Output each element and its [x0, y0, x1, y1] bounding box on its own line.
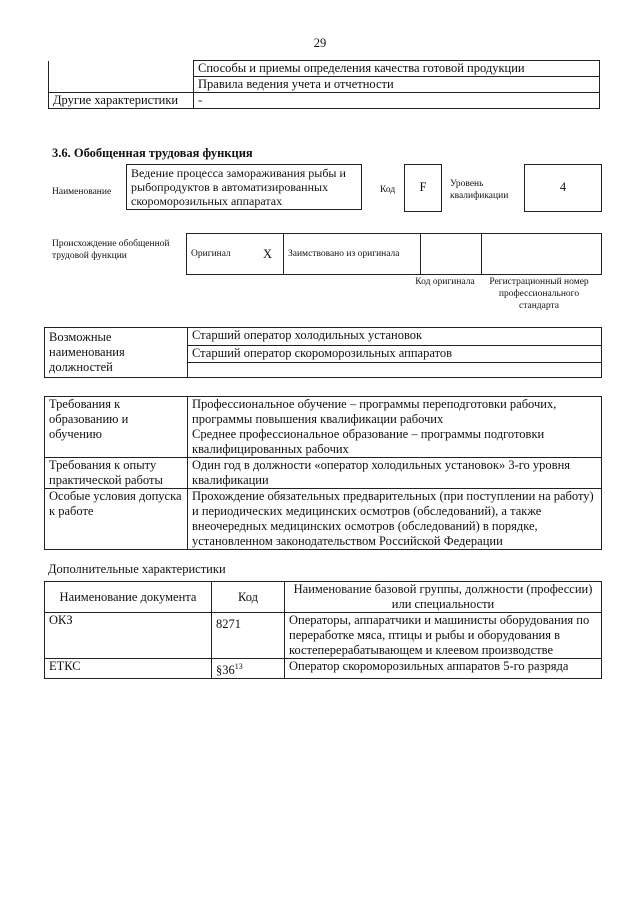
- table-header-row: [45, 582, 602, 613]
- position-item: Старший оператор скороморозильных аппаратов: [188, 345, 602, 363]
- table-row: [49, 93, 600, 109]
- table-row: [49, 61, 600, 77]
- doc-cell: ОКЗ: [45, 613, 212, 659]
- name-cell: Операторы, аппаратчики и машинисты оборудования по переработке мяса, птицы и рыбы и оборудования в костеперерабатывающем и клеевом производстве: [285, 613, 602, 659]
- table-cell: -: [194, 93, 600, 109]
- top-table: [48, 60, 600, 109]
- name-cell: Оператор скороморозильных аппаратов 5-го разряда: [285, 659, 602, 679]
- positions-table: [44, 327, 602, 378]
- table-row: [45, 328, 602, 346]
- doc-cell: ЕТКС: [45, 659, 212, 679]
- original-label: Оригинал: [187, 234, 260, 275]
- requirement-label: Особые условия допуска к работе: [45, 489, 188, 550]
- column-header: Наименование документа: [45, 582, 212, 613]
- code-caption: Код оригинала: [415, 277, 475, 287]
- requirement-label: Требования к образованию и обучению: [45, 397, 188, 458]
- positions-label: Возможные наименования должностей: [45, 328, 188, 378]
- table-row: [45, 397, 602, 458]
- borrowed-label: Заимствовано из оригинала: [284, 234, 421, 275]
- requirements-table: [44, 396, 602, 550]
- page-number: 29: [313, 36, 327, 50]
- table-cell: [49, 77, 194, 93]
- table-cell: Способы и приемы определения качества готовой продукции: [194, 61, 600, 77]
- code-superscript: 13: [234, 662, 243, 671]
- name-label: Наименование: [52, 187, 112, 197]
- table-row: [45, 489, 602, 550]
- code-cell: [212, 659, 285, 679]
- table-cell: Другие характеристики: [49, 93, 194, 109]
- level-label-2: квалификации: [450, 191, 509, 201]
- code-text: §36: [216, 663, 235, 678]
- original-code-cell: [421, 234, 482, 275]
- level-value: 4: [524, 164, 602, 212]
- code-text: 8271: [216, 617, 241, 632]
- code-label: Код: [380, 185, 396, 195]
- table-row: [49, 77, 600, 93]
- requirement-line: Прохождение обязательных предварительных (при поступлении на работу) и периодических медицинских осмотров (обследований), а также внеочередных медицинских осмотров (обследований) в порядке, установленном законодательством Российской Федерации: [188, 489, 602, 550]
- origin-label: Происхождение обобщенной трудовой функции: [52, 239, 170, 261]
- additional-table: [44, 581, 602, 679]
- original-mark: X: [259, 234, 284, 275]
- origin-table: [186, 233, 602, 275]
- requirement-line: Профессиональное обучение – программы переподготовки рабочих, программы повышения квалификации рабочих: [192, 397, 557, 426]
- level-label-1: Уровень: [450, 179, 484, 189]
- table-cell: [49, 61, 194, 77]
- code-cell: [212, 613, 285, 659]
- reg-caption: Регистрационный номер профессионального стандарта: [489, 277, 589, 311]
- table-row: [45, 613, 602, 659]
- additional-title: Дополнительные характеристики: [48, 562, 226, 576]
- requirement-line: Один год в должности «оператор холодильных установок» 3-го уровня квалификации: [188, 458, 602, 489]
- table-row: [45, 659, 602, 679]
- table-row: [45, 458, 602, 489]
- column-header: Наименование базовой группы, должности (профессии) или специальности: [285, 582, 602, 613]
- reg-number-cell: [482, 234, 602, 275]
- name-value: Ведение процесса замораживания рыбы и рыбопродуктов в автоматизированных скороморозильных аппаратах: [126, 164, 362, 210]
- section-title: 3.6. Обобщенная трудовая функция: [52, 146, 253, 160]
- requirement-line: Среднее профессиональное образование – программы подготовки квалифицированных рабочих: [192, 427, 545, 456]
- code-value: F: [404, 164, 442, 212]
- table-cell: Правила ведения учета и отчетности: [194, 77, 600, 93]
- column-header: Код: [212, 582, 285, 613]
- position-item: Старший оператор холодильных установок: [188, 328, 602, 346]
- requirement-label: Требования к опыту практической работы: [45, 458, 188, 489]
